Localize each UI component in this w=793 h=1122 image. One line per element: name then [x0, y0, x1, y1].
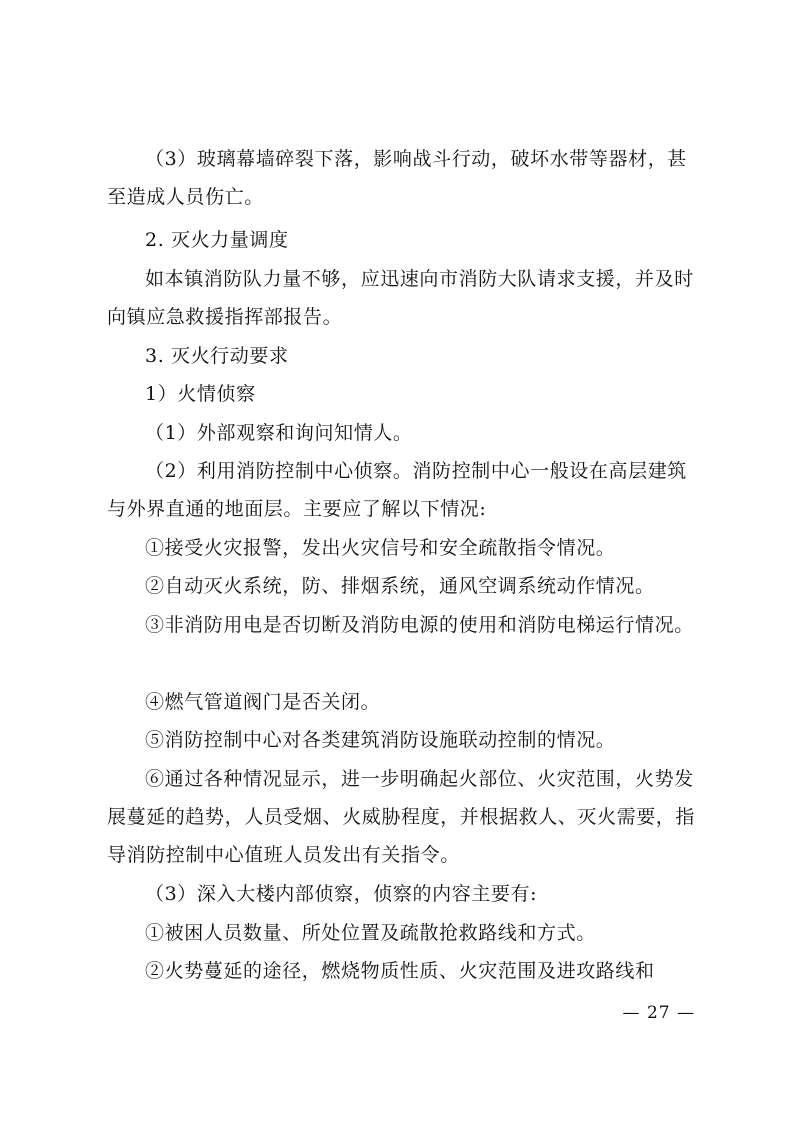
list-item-alarm: ①接受火灾报警，发出火灾信号和安全疏散指令情况。: [145, 537, 616, 559]
list-item-situation-display: ⑥通过各种情况显示，进一步明确起火部位、火灾范围，火势发展蔓延的趋势，人员受烟、火威胁程度，并根据救人、灭火需要，指导消防控制中心值班人员发出有关指令。: [107, 768, 696, 866]
paragraph-control-center: （2）利用消防控制中心侦察。消防控制中心一般设在高层建筑与外界直通的地面层。主要应了解以下情况:: [107, 460, 687, 520]
paragraph-request-support: 如本镇消防队力量不够，应迅速向市消防大队请求支援，并及时向镇应急救援指挥部报告。: [107, 268, 694, 328]
paragraph-external-observation: （1）外部观察和询问知情人。: [145, 422, 413, 444]
paragraph-glass-curtain-wall: （3）玻璃幕墙碎裂下落，影响战斗行动，破坏水带等器材，甚至造成人员伤亡。: [107, 148, 687, 208]
paragraph-internal-reconnaissance: （3）深入大楼内部侦察，侦察的内容主要有:: [145, 883, 538, 905]
list-item-linkage-control: ⑤消防控制中心对各类建筑消防设施联动控制的情况。: [145, 729, 616, 751]
heading-action-requirements: 3. 灭火行动要求: [145, 345, 289, 367]
list-item-auto-systems: ②自动灭火系统，防、排烟系统，通风空调系统动作情况。: [145, 575, 655, 597]
list-item-trapped-persons: ①被困人员数量、所处位置及疏散抢救路线和方式。: [145, 922, 596, 944]
list-item-fire-spread: ②火势蔓延的途径，燃烧物质性质、火灾范围及进攻路线和: [145, 960, 655, 982]
list-item-gas-valve: ④燃气管道阀门是否关闭。: [145, 691, 381, 713]
heading-fire-reconnaissance: 1）火情侦察: [145, 383, 256, 405]
heading-force-dispatch: 2. 灭火力量调度: [145, 229, 289, 251]
list-item-power-elevator: ③非消防用电是否切断及消防电源的使用和消防电梯运行情况。: [145, 614, 694, 636]
page-number: — 27 —: [622, 1003, 695, 1023]
